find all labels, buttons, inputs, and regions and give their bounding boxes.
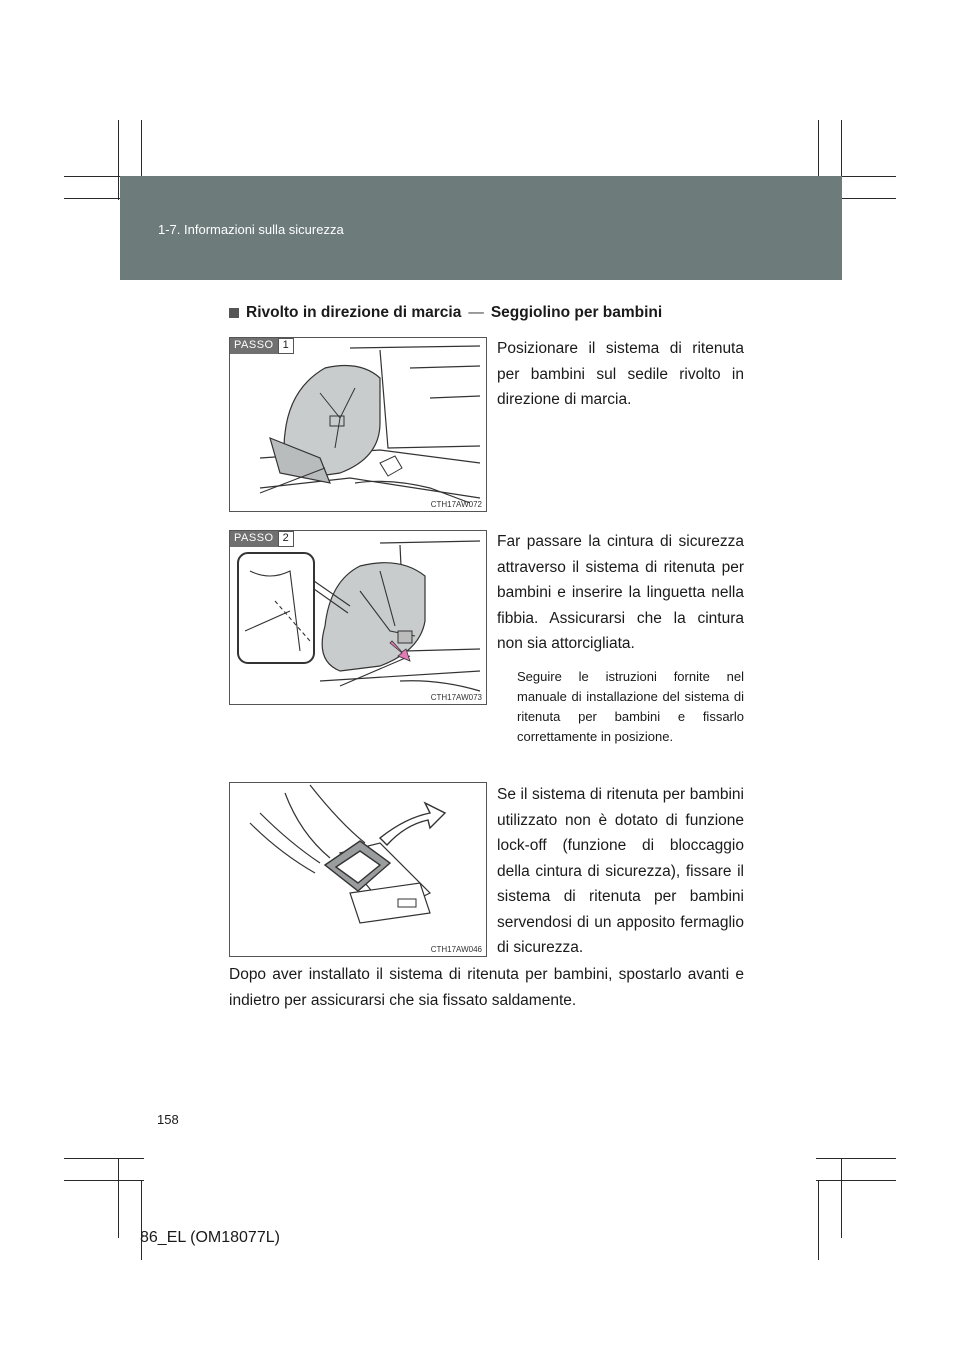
figure-code: CTH17AW072 bbox=[430, 500, 482, 509]
crop-mark bbox=[64, 1158, 144, 1159]
step-2-note: Seguire le istruzioni fornite nel manuale di installazione del sistema di ritenuta per bambini e fissarlo correttamente in posizione. bbox=[517, 669, 744, 744]
figure-code: CTH17AW073 bbox=[430, 693, 482, 702]
child-seat-belt-routing-illustration bbox=[230, 531, 486, 704]
step-number: 2 bbox=[278, 531, 294, 547]
crop-mark bbox=[816, 1158, 896, 1159]
step-label: PASSO bbox=[230, 531, 278, 547]
step-label: PASSO bbox=[230, 338, 278, 354]
page-number: 158 bbox=[157, 1112, 179, 1127]
subsection-heading bbox=[229, 304, 662, 322]
step-1-text: Posizionare il sistema di ritenuta per bambini sul sedile rivolto in direzione di marcia. bbox=[497, 340, 744, 408]
step-badge bbox=[230, 531, 294, 547]
heading-part-2: Seggiolino per bambini bbox=[490, 304, 663, 321]
crop-mark bbox=[118, 120, 119, 200]
crop-mark bbox=[841, 1158, 842, 1238]
section-header-band bbox=[120, 176, 842, 280]
square-bullet-icon bbox=[229, 308, 239, 318]
figure-step-2 bbox=[229, 530, 487, 705]
crop-mark bbox=[64, 1180, 144, 1181]
final-instruction: Dopo aver installato il sistema di ritenuta per bambini, spostarlo avanti e indietro per assicurarsi che sia fissato saldamente. bbox=[229, 966, 744, 1009]
step-2-text: Far passare la cintura di sicurezza attraverso il sistema di ritenuta per bambini e inserire la linguetta nella fibbia. Assicurarsi che la cintura non sia attorcigliata. bbox=[497, 533, 744, 652]
crop-mark bbox=[118, 1158, 119, 1238]
locking-clip-illustration bbox=[230, 783, 486, 956]
crop-mark bbox=[141, 1180, 142, 1260]
heading-dash: — bbox=[468, 304, 484, 321]
step-number: 1 bbox=[278, 338, 294, 354]
child-seat-step1-illustration bbox=[230, 338, 486, 511]
locking-clip-text: Se il sistema di ritenuta per bambini utilizzato non è dotato di funzione lock-off (funzione di bloccaggio della cintura di sicurezza), fissare il sistema di ritenuta per bambini servendosi di un apposito fermaglio di sicurezza. bbox=[497, 786, 744, 956]
heading-part-1: Rivolto in direzione di marcia bbox=[246, 304, 462, 321]
section-title: 1-7. Informazioni sulla sicurezza bbox=[158, 222, 344, 237]
step-badge bbox=[230, 338, 294, 354]
figure-locking-clip bbox=[229, 782, 487, 957]
crop-mark bbox=[818, 1180, 819, 1260]
figure-step-1 bbox=[229, 337, 487, 512]
crop-mark bbox=[816, 1180, 896, 1181]
figure-code: CTH17AW046 bbox=[430, 945, 482, 954]
document-code: 86_EL (OM18077L) bbox=[140, 1229, 280, 1246]
